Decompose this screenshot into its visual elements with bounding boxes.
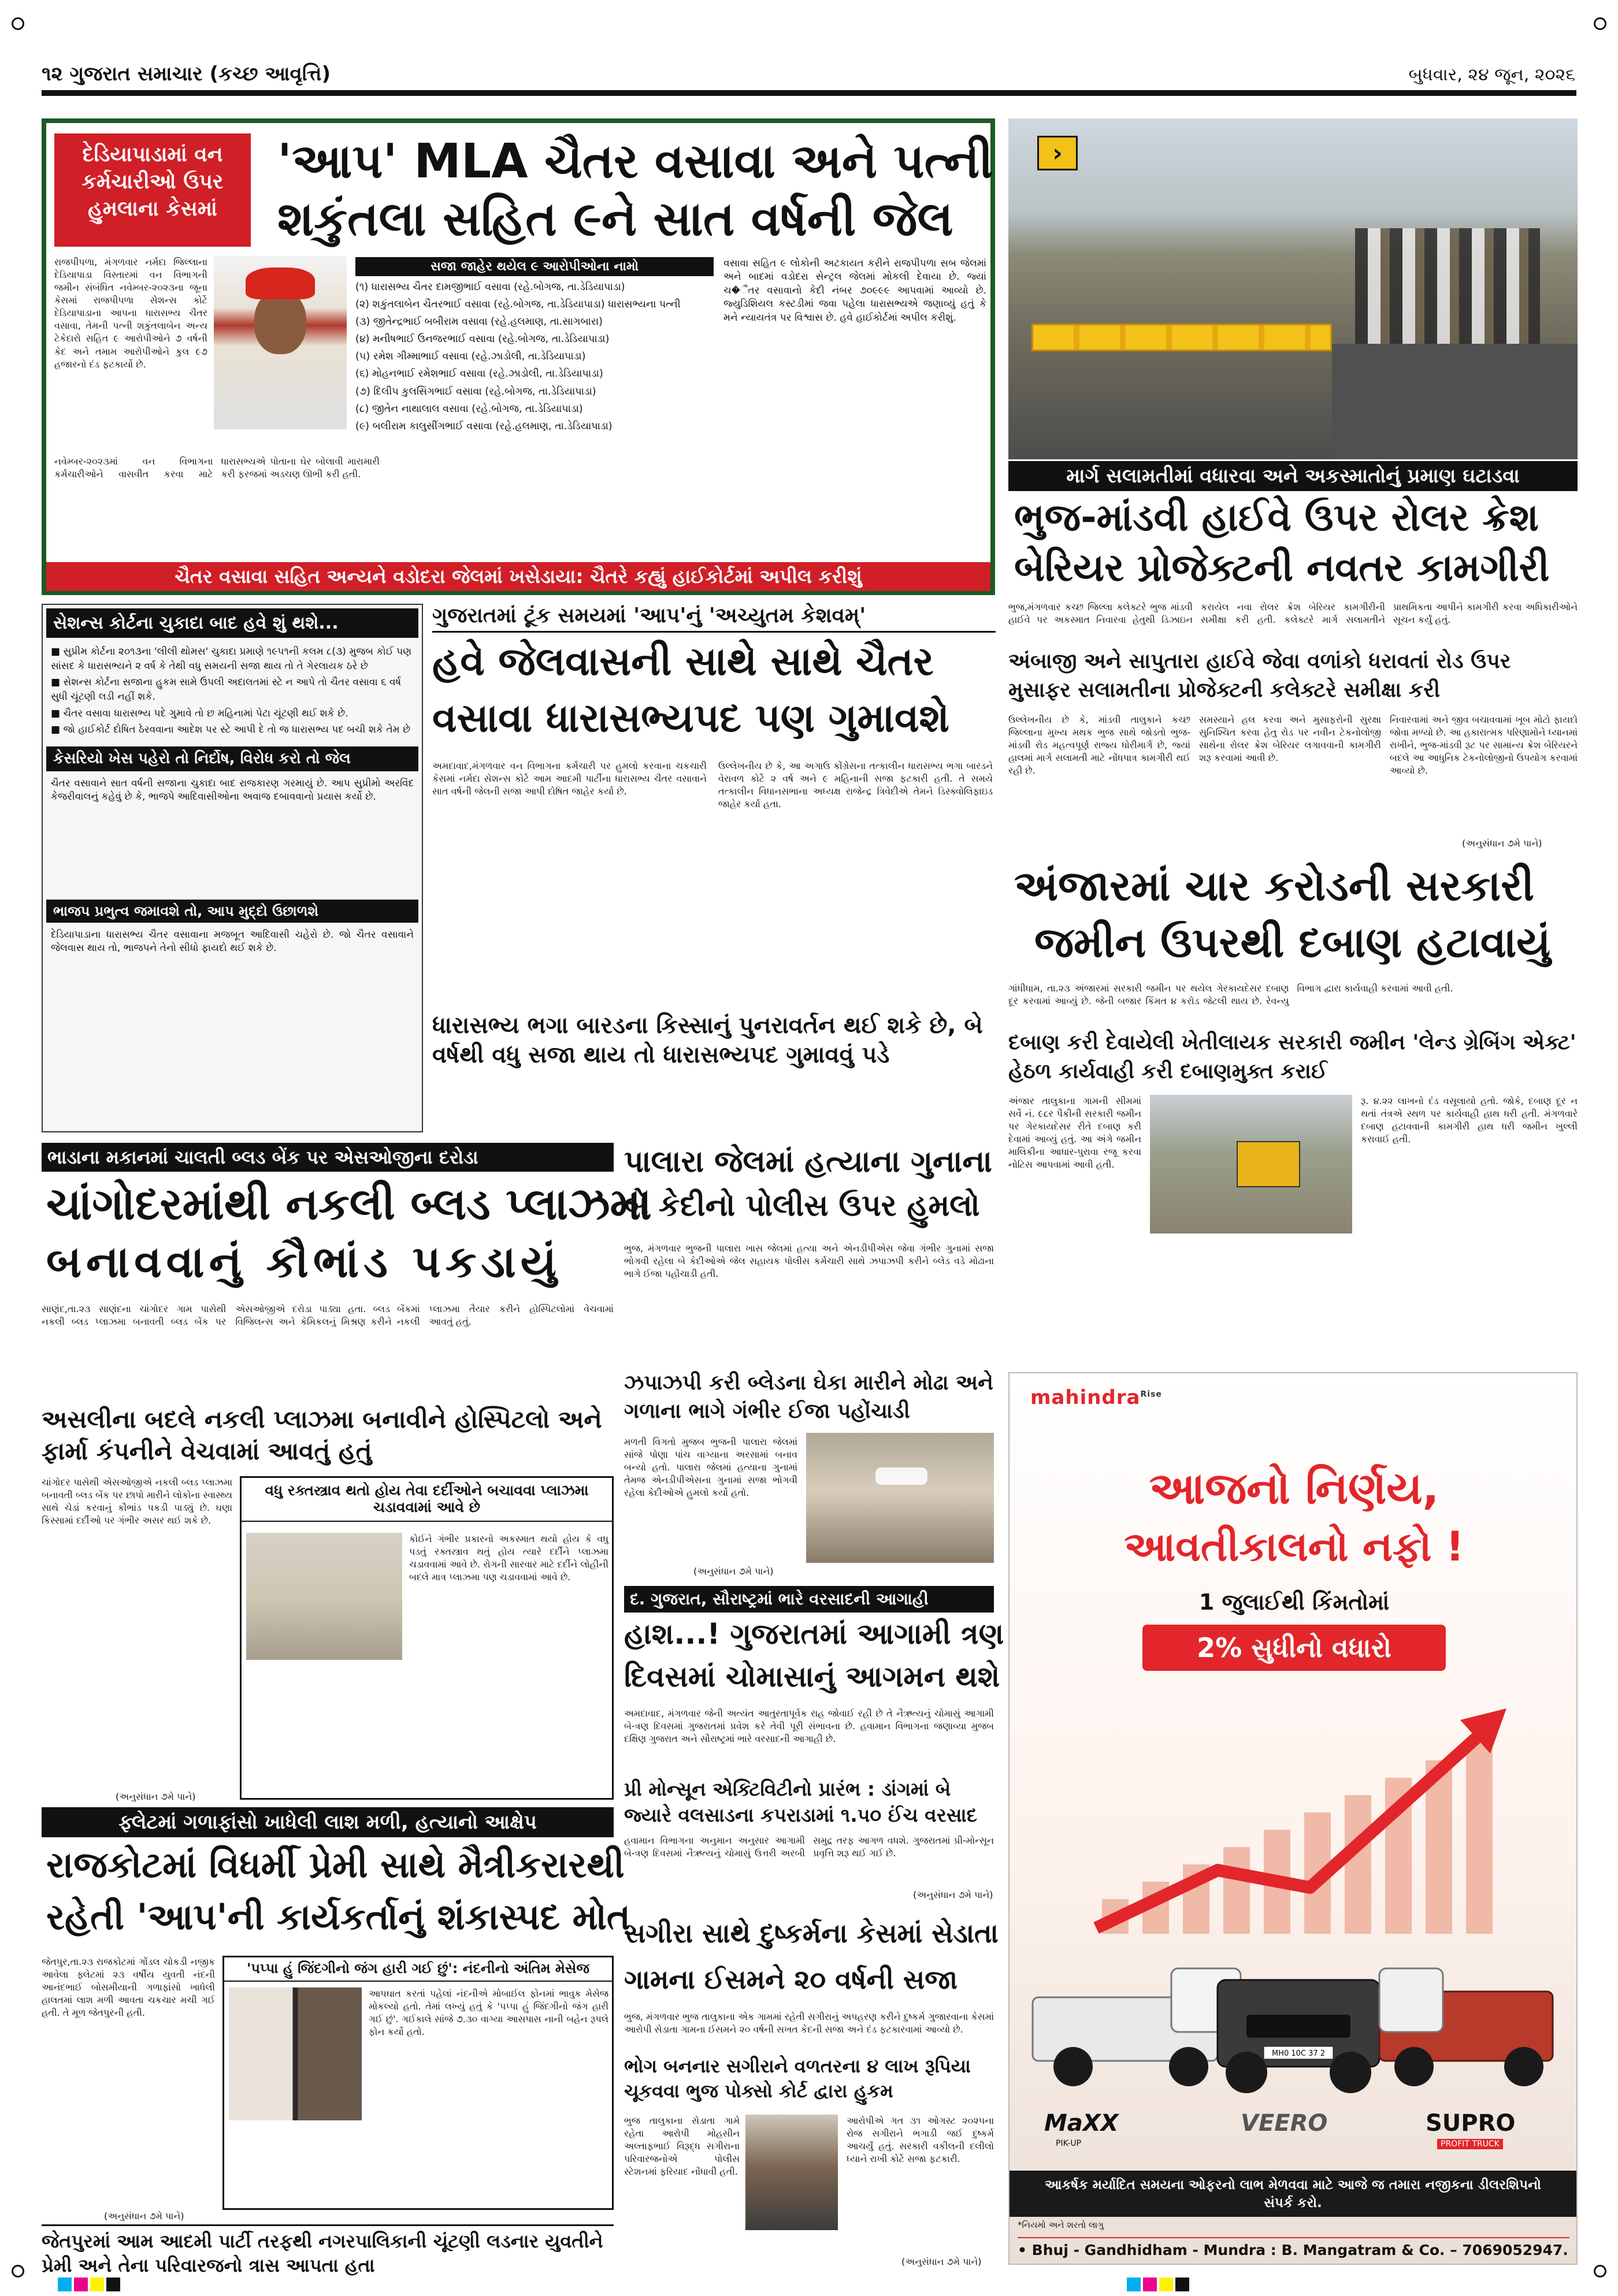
rape-headline-1: સગીરા સાથે દુષ્કર્મના કેસમાં સેડાતા (624, 1918, 999, 1949)
wheel (1504, 2047, 1543, 2086)
mahindra-ad (1008, 1372, 1578, 2265)
story-intro-2: નવેમ્બર-૨૦૨૩માં વન વિભાગના કર્મચારીઓને વાસવીત કરવા માટે ધારાસભ્યએ પોતાના ઘેર બોલાવી મારામારી કરી ફરજમાં અડચણ ઊભી કરી હતી. (54, 456, 380, 480)
jail-col-2: ઉલ્લેખનીય છે કે, આ અગાઉ કોંગ્રેસના તત્કાલીન ધારાસભ્ય ભગા બારડને વેરાવળ કોર્ટે ૨ વર્ષ અને ૯ મહિનાની સજા ફટકારી હતી. તે સમયે તત્કાલીન વિધાનસભાના અધ્યક્ષ રાજેન્દ્ર ત્રિવેદીએ તેમને ડિસ્ક્વોલિફાઇડ જાહેર કર્યા હતા. (718, 760, 993, 810)
aap-mla-story (42, 118, 995, 595)
price-badge-text: 2% સુધીનો વધારો (1197, 1632, 1391, 1663)
rape-col-2: આરોપીએ ગત ૩૧ ઓગસ્ટ ૨૦૨૫ના રોજ સગીરાને ભગાડી જઈ દુષ્કર્મ આચર્યું હતું. સરકારી વકીલની દલીલો ધ્યાને રાખી કોર્ટે સજા ફટકારી. (847, 2115, 994, 2165)
product-supro-sub: PROFIT TRUCK (1437, 2139, 1503, 2149)
cta-strip (1010, 2171, 1576, 2217)
rain-col: હવામાન વિભાગના અનુમાન અનુસાર આગામી બે-ત્રણ દિવસમાં નૈઋત્યનું ચોમાસું ઉત્તરી અરબી સમુદ્ર તરફ આગળ વધશે. ગુજરાતમાં પ્રી-મોન્સૂન પ્રવૃત્તિ શરૂ થઈ ગઈ છે. (624, 1835, 994, 1859)
page-info: ૧૨ ગુજરાત સમાચાર (કચ્છ આવૃત્તિ) (42, 62, 331, 86)
rajkot-headline-1: રાજકોટમાં વિધર્મી પ્રેમી સાથે મૈત્રીકરારથી (46, 1844, 625, 1886)
wheel (1394, 2047, 1434, 2086)
convict-item: (૯) બલીરામ કાલુસીંગભાઈ વસાવા (રહે.હલમાણ, તા.ડેડિયાપાડા) (355, 420, 613, 432)
bandage (875, 1467, 927, 1485)
bottom-strip: ચૈતર વસાવા સહિત અન્યને વડોદરા જેલમાં ખસેડાયા: ચૈતરે કહ્યું હાઈકોર્ટમાં અપીલ કરીશું (46, 562, 990, 591)
rain-subhead: પ્રી મોન્સૂન એક્ટિવિટીનો પ્રારંભ : ડાંગમાં બે જ્યારે વલસાડના કપરાડામાં ૧.૫૦ ઈંચ વરસાદ (624, 1778, 978, 1826)
crash-barrier (1031, 324, 1332, 351)
officials-group (1355, 228, 1540, 344)
header-rule (42, 90, 1576, 96)
sessions-sub2: ભાજપ પ્રભુત્વ જમાવશે તો, આપ મુદ્દો ઉછાળશે (46, 900, 418, 923)
price-badge (1142, 1625, 1446, 1671)
jail-col-1: અમદાવાદ,મંગળવાર વન વિભાગના કર્મચારી પર હુમલો કરવાના ચકચારી કેસમાં નર્મદા સેશન્સ કોર્ટે આમ આદમી પાર્ટીના ધારાસભ્ય ચૈતર વસાવાને સાત વર્ષની જેલની સજા આપી દોષિત જાહેર કર્યા છે. (432, 760, 707, 797)
blood-subhead: અસલીના બદલે નકલી પ્લાઝમા બનાવીને હોસ્પિટલો અને ફાર્મા કંપનીને વેચવામાં આવતું હતું (42, 1405, 602, 1465)
palara-subhead: ઝપાઝપી કરી બ્લેડના ઘેકા મારીને મોઢા અને ગળાના ભાગે ગંભીર ઈજા પહોંચાડી (624, 1371, 993, 1423)
growth-arrow-chart (1079, 1697, 1518, 1940)
mla-portrait-photo (214, 256, 347, 429)
accused-photo (745, 2115, 838, 2230)
rape-headline-2: ગામના ઈસમને ૨૦ વર્ષની સજા (624, 1964, 958, 1995)
blood-headline-2: બનાવવાનું કૌભાંડ પકડાયું (46, 1236, 562, 1287)
continued-note: (અનુસંધાન ૭મે પાને) (913, 1889, 993, 1900)
palara-col: મળતી વિગતો મુજબ ભુજની પાલારા જેલમાં સાંજે પોણા પાંચ વાગ્યાના અરસામાં બનાવ બન્યો હતો. પાલારા જેલમાં હત્યાના ગુનામાં તેમજ એનડીપીએસના ગુનામાં સજા ભોગવી રહેલા કેદીઓએ હુમલો કર્યો હતો. (624, 1436, 797, 1499)
product-maxx: MaXX (1044, 2110, 1119, 2137)
color-bar (58, 2278, 123, 2294)
continued-note: (અનુસંધાન ૭મે પાને) (1462, 838, 1542, 849)
sessions-point: ■ જો હાઈકોર્ટ દોષિત ઠેરવવાના આદેશ પર સ્ટે આપી દે તો જ ધારાસભ્ય પદ બચી શકે તેમ છે (51, 724, 411, 736)
nandni-inset-title: 'પપ્પા હું જિંદગીનો જંગ હારી ગઈ છું': નંદનીનો અંતિમ મેસેજ (224, 1957, 612, 1982)
convict-item: (૬) મોહનભાઈ રમેશભાઈ વસાવા (રહે.ઝાડોલી, તા.ડેડિયાપાડા) (355, 368, 603, 380)
anjar-text: ગાંધીધામ, તા.૨૩ અંજારમાં સરકારી જમીન પર થયેલ ગેરકાયદેસર દબાણ દૂર કરવામાં આવ્યું છે. જેની બજાર કિંમત ૪ કરોડ જેટલી થાય છે. રેવન્યુ વિભાગ દ્વારા કાર્યવાહી કરવામાં આવી હતી. (1008, 983, 1453, 1007)
wheel (1169, 2047, 1208, 2086)
rajkot-text: જેતપુર,તા.૨૩ રાજકોટમાં ગોંડલ ચોકડી નજીક આવેલા ફ્લેટમાં ૨૩ વર્ષીય યુવતી નંદની આનંદભાઈ બોસમીયાની ગળાફાંસો ખાધેલી હાલતમાં લાશ મળી આવતા ચકચાર મચી ગઈ હતી. તે મૂળ જેતપુરની હતી. (42, 1956, 215, 2019)
nandni-inset (222, 1956, 614, 2210)
product-veero: VEERO (1241, 2110, 1328, 2137)
rain-kicker: દ. ગુજરાત, સૌરાષ્ટ્રમાં ભારે વરસાદની આગાહી (624, 1586, 994, 1613)
roller-headline-2: બેરિયર પ્રોજેક્ટની નવતર કામગીરી (1014, 545, 1550, 590)
excavator (1237, 1141, 1300, 1187)
convict-item: (૩) જીતેન્દ્રભાઈ બબીરામ વસાવા (રહે.હલમાણ, તા.સાગબારા) (355, 316, 603, 328)
story-kicker: ગુજરાતમાં ટૂંક સમયમાં 'આપ'નું 'અચ્યુતમ કેશવમ્' (432, 604, 996, 633)
turn-sign: › (1037, 136, 1078, 170)
sessions-box (42, 604, 423, 1132)
convict-item: (૭) દિલીપ કુલસિંગભાઈ વસાવા (રહે.બોગજ, તા.ડેડિયાપાડા) (355, 385, 596, 397)
story-intro: રાજપીપળા, મંગળવાર નર્મદા જિલ્લાના દેડિયાપાડા વિસ્તારમાં વન વિભાગની જમીન સંબંધિત નવેમ્બર-૨૦૨૩ના જૂના કેસમાં રાજપીપળા સેશન્સ કોર્ટે દેડિયાપાડાના આપના ધારાસભ્ય ચૈતર વસાવા, તેમની પત્ની શકુંતલાબેન અન્ય ટેકેદારો સહિત ૯ આરોપીઓને ૭ વર્ષની કેદ અને તમામ આરોપીઓને કુલ ૯૭ હજારનો દંડ ફટકાર્યો છે. (54, 257, 207, 370)
story-kicker: દેડિયાપાડામાં વન કર્મચારીઓ ઉપર હુમલાના કેસમાં (54, 133, 251, 247)
color-bar (1127, 2278, 1192, 2294)
jail-subhead: ધારાસભ્ય ભગા બારડના કિસ્સાનું પુનરાવર્તન થઈ શકે છે, બે વર્ષથી વધુ સજા થાય તો ધારાસભ્યપદ ગુમાવવું પડે (432, 1012, 983, 1069)
dealer-strip: • Bhuj - Gandhidham - Mundra : B. Mangatram & Co. – 7069052947. (1018, 2237, 1569, 2258)
growth-bar (1223, 1847, 1250, 1934)
palara-text: ભુજ, મંગળવાર ભુજની પાલારા ખાસ જેલમાં હત્યા અને એનડીપીએસ જેવા ગંભીર ગુનામાં સજા ભોગવી રહેલા બે કેદીઓએ જેલ સહાયક પોલીસ કર્મચારી સાથે ઝપાઝપી કરીને બ્લેડ વડે મોઢાના ભાગે ઈજા પહોંચાડી હતી. (624, 1243, 994, 1280)
wheel (1053, 2047, 1093, 2086)
blood-headline-1: ચાંગોદરમાંથી નકલી બ્લડ પ્લાઝમા (46, 1178, 652, 1229)
mla-face (254, 291, 306, 354)
terms-note: *નિયમો અને શરતો લાગુ (1018, 2220, 1104, 2230)
ad-headline-2: આવતીકાલનો નફો ! (1124, 1523, 1464, 1570)
cta-text: આકર્ષક મર્યાદિત સમયના ઓફરનો લાભ મેળવવા માટે આજે જ તમારા નજીકના ડીલરશિપનો સંપર્ક કરો. (1045, 2178, 1541, 2211)
convict-item: (૮) જીતેન નાથાલાલ વસાવા (રહે.બોગજ, તા.ડેડિયાપાડા) (355, 403, 583, 415)
headline-line-1: 'આપ' MLA ચૈતર વસાવા અને પત્ની (277, 134, 993, 189)
rain-headline-1: હાશ...! ગુજરાતમાં આગામી ત્રણ (624, 1617, 1004, 1651)
convict-item: (૨) શકુંતલાબેન ચૈતરભાઈ વસાવા (રહે.બોગજ, તા.ડેડિયાપાડા) ધારાસભ્યના પત્ની (355, 299, 681, 311)
anjar-headline-1: અંજારમાં ચાર કરોડની સરકારી (1014, 861, 1534, 910)
brand-logo (1030, 1386, 1162, 1409)
story-col-right: વસાવા સહિત ૯ લોકોની અટકાયત કરીને રાજપીપળા સબ જેલમાં અને બાદમાં વડોદરા સેન્ટ્રલ જેલમાં મોકલી દેવાયા છે. જ્યાં ચ�ૈતર વસાવાનો કેદી નંબર ૭૦૯૯૯ આપવામાં આવ્યો છે. જ્યુડિશિયલ કસ્ટડીમાં જવા પહેલા ધારાસભ્યએ જણાવ્યું હતું કે મને ન્યાયતંત્ર પર વિશ્વાસ છે. હવે હાઈકોર્ટમાં અપીલ કરીશું. (723, 258, 986, 324)
convicts-title: સજા જાહેર થયેલ ૯ આરોપીઓના નામો (355, 257, 714, 276)
jail-story (432, 604, 996, 1132)
convict-item: (૧) ધારાસભ્ય ચૈતર દામજીભાઈ વસાવા (રહે.બોગજ, તા.ડેડિયાપાડા) (355, 281, 625, 293)
injured-man-photo (806, 1433, 994, 1563)
sessions-point: ■ સેશન્સ કોર્ટના સજાના હુકમ સામે ઉપલી અદાલતમાં સ્ટે ન આપે તો ચૈતર વસાવા ૬ વર્ષ સુધી ચૂંટણી લડી નહીં શકે. (51, 677, 402, 703)
roller-col-3: નિવારવામાં અને જીવ બચાવવામાં ખૂબ મોટો ફાયદો જોવા મળ્યો છે. આ હકારાત્મક પરિણામોને ધ્યાનમાં રાખીને, ભુજ-માંડવી રૂટ પર સામાન્ય ક્રેશ બેરિયરને બદલે આ આધુનિક ટેકનોલોજીનો ઉપયોગ કરવામાં આવ્યો છે. (1390, 714, 1578, 777)
growth-bar (1466, 1743, 1493, 1934)
plate-text: MH0 10C 37 2 (1271, 2049, 1326, 2058)
rape-col-1: ભુજ તાલુકાના સેડાતા ગામે રહેતા આરોપી મોહસીન અલ્તાફભાઈ વિરૂદ્ધ સગીરાના પરિવારજનોએ પોલીસ સ્ટેશનમાં ફરિયાદ નોંધાવી હતી. (624, 2115, 740, 2178)
roller-subhead: અંબાજી અને સાપુતારા હાઈવે જેવા વળાંકો ધરાવતાં રોડ ઉપર મુસાફર સલામતીના પ્રોજેક્ટની કલેક્ટરે સમીક્ષા કરી (1008, 649, 1511, 703)
roller-headline-1: ભુજ-માંડવી હાઈવે ઉપર રોલર ક્રેશ (1014, 495, 1539, 540)
brand-sup: Rise (1140, 1390, 1162, 1399)
plasma-inset-title: વધુ રક્તસ્ત્રાવ થતો હોય તેવા દર્દીઓને બચાવવા પ્લાઝમા ચડાવવામાં આવે છે (242, 1478, 612, 1522)
continued-note: (અનુસંધાન ૭મે પાને) (104, 2210, 184, 2221)
headline-line-2: વસાવા ધારાસભ્યપદ પણ ગુમાવશે (432, 696, 949, 741)
sessions-sub2-text: દેડિયાપાડાના ધારાસભ્ય ચૈતર વસાવાના મજબૂત આદિવાસી ચહેરો છે. જો ચૈતર વસાવાને જેલવાસ થાય તો, ભાજપને તેનો સીધો ફાયદો થઈ શકે છે. (51, 928, 414, 954)
continued-note: (અનુસંધાન ૭મે પાને) (116, 1791, 196, 1802)
wheel (1226, 2052, 1267, 2093)
anjar-headline-2: જમીન ઉપરથી દબાણ હટાવાયું (1034, 918, 1551, 967)
plasma-boxes-photo (246, 1533, 402, 1660)
ad-headline-1: આજનો નિર્ણય, (1149, 1462, 1439, 1514)
roller-col-2: સમસ્યાને હલ કરવા અને મુસાફરોની સુરક્ષા સુનિશ્ચિત કરવા હેતુ રોડ પર નવીન ટેકનોલોજી સાથેના રોલર ક્રેશ બેરિયર લગાવવાની કામગીરી શરૂ કરવામાં આવી છે. (1199, 714, 1381, 764)
sessions-title: સેશન્સ કોર્ટના ચુકાદા બાદ હવે શું થશે... (46, 608, 418, 638)
registration-mark (1594, 17, 1606, 30)
rajkot-footer-strip: જેતપુરમાં આમ આદમી પાર્ટી તરફથી નગરપાલિકાની ચૂંટણી લડનાર યુવતીને પ્રેમી અને તેના પરિવારજનો ત્રાસ આપતા હતા (42, 2224, 614, 2278)
red-turban (246, 268, 315, 299)
blood-text: સાણંદ,તા.૨૩ સાણંદના ચાંગોદર ગામ પાસેથી નકલી બ્લડ પ્લાઝમા બનાવતી બ્લડ બેંક પર એસઓજીએ દરોડા પાડ્યા હતા. બ્લડ બેંકમાં વિજિલન્સ અને કેમિકલનું મિશ્રણ કરીને નકલી પ્લાઝમા તૈયાર કરીને હોસ્પિટલોમાં વેચવામાં આવતું હતું. (42, 1303, 614, 1328)
growth-bar (1345, 1795, 1371, 1934)
photo-kicker: માર્ગ સલામતીમાં વધારવા અને અકસ્માતોનું પ્રમાણ ઘટાડવા (1008, 461, 1578, 491)
product-supro: SUPRO (1426, 2110, 1516, 2137)
rain-text: અમદાવાદ, મંગળવાર જેની અત્યંત આતુરતાપૂર્વક રાહ જોવાઈ રહી છે તે નૈઋત્યનું ચોમાસું આગામી બે-ત્રણ દિવસમાં ગુજરાતમાં પ્રવેશ કરે તેવી પૂરી સંભાવના છે. હવામાન વિભાગના જણાવ્યા મુજબ દક્ષિણ ગુજરાત અને સૌરાષ્ટ્રમાં ભારે વરસાદની આગાહી છે. (624, 1708, 994, 1745)
palara-headline-2: બે કેદીનો પોલીસ ઉપર હુમલો (624, 1188, 980, 1223)
rajkot-headline-2: રહેતી 'આપ'ની કાર્યકર્તાનું શંકાસ્પદ મોત (46, 1896, 631, 1938)
blood-kicker: ભાડાના મકાનમાં ચાલતી બ્લડ બેંક પર એસઓજીના દરોડા (42, 1143, 614, 1172)
road (1332, 344, 1578, 459)
brand-name: mahindra (1030, 1386, 1141, 1409)
plasma-inset (240, 1476, 614, 1800)
anjar-col-2: રૂ. ૪.૨૨ લાખનો દંડ વસૂલાયો હતો. જોકે, દબાણ દૂર ન થતાં તંત્રએ સ્થળ પર કાર્યવાહી હાથ ધરી હતી. મંગળવારે દબાણ હટાવવાની કામગીરી હાથ ધરી જમીન ખુલ્લી કરાવાઈ હતી. (1361, 1095, 1578, 1145)
edition-date: બુધવાર, ૨૪ જૂન, ૨૦૨૬ (1408, 65, 1575, 85)
product-names (1044, 2110, 1544, 2156)
headline-line-2: શકુંતલા સહિત ૯ને સાત વર્ષની જેલ (277, 192, 953, 247)
convict-item: (૫) રમેશ ગીમ્માભાઈ વસાવા (રહે.ઝાડોલી, તા.ડેડિયાપાડા) (355, 351, 586, 363)
continued-note: (અનુસંધાન ૭મે પાને) (901, 2256, 982, 2267)
product-maxx-sub: PIK-UP (1056, 2139, 1082, 2148)
palara-headline-1: પાલારા જેલમાં હત્યાના ગુનાના (624, 1145, 992, 1179)
wheel (1330, 2052, 1371, 2093)
ad-sub: 1 જુલાઈથી કિંમતોમાં (1198, 1589, 1390, 1615)
bulldozer-photo (1150, 1095, 1352, 1234)
couple-photo (229, 1987, 362, 2120)
headline-line-1: હવે જેલવાસની સાથે સાથે ચૈતર (432, 639, 934, 685)
registration-mark (12, 17, 24, 30)
convict-item: (૪) મનીષભાઈ ઉનજરભાઈ વસાવા (રહે.બોગજ, તા.ડેડિયાપાડા) (355, 333, 610, 345)
roller-col-1: ઉલ્લેખનીય છે કે, માંડવી તાલુકાને કચ્છ જિલ્લાના મુખ્ય મથક ભુજ સાથે જોડતો ભુજ-માંડવી રોડ મહત્વપૂર્ણ રાજ્ય ધોરીમાર્ગ છે, જ્યાં હાલમાં માર્ગ સલામતી માટે નોંધપાત્ર કામગીરી થઈ રહી છે. (1008, 714, 1190, 777)
nandni-inset-text: આપઘાત કરતાં પહેલાં નંદનીએ મોબાઈલ ફોનમાં ભાવુક મેસેજ મોકલ્યો હતો. તેમાં લખ્યું હતું કે 'પપ્પા હું જિંદગીનો જંગ હારી ગઈ છું'. ગઈકાલે સાંજે ૭.૩૦ વાગ્યા આસપાસ નાની બહેન રૂપલે ફોન કર્યો હતો. (369, 1988, 608, 2038)
sessions-point: ■ ચૈતર વસાવા ધારાસભ્ય પદે ગુમાવે તો છ મહિનામાં પેટા ચૂંટણી થઈ શકે છે. (51, 707, 348, 719)
highway-photo (1008, 118, 1578, 459)
anjar-subhead: દબાણ કરી દેવાયેલી ખેતીલાયક સરકારી જમીન 'લેન્ડ ગ્રેબિંગ એક્ટ' હેઠળ કાર્યવાહી કરી દબાણમુક્ત કરાઈ (1008, 1031, 1576, 1084)
rape-text: ભુજ, મંગળવાર ભુજ તાલુકાના એક ગામમાં રહેતી સગીરાનું અપહરણ કરીને દુષ્કર્મ ગુજારવાના કેસમાં આરોપી સેડાતા ગામના ઈસમને ૨૦ વર્ષની સખત કેદની સજા અને દંડ ફટકારવામાં આવ્યો છે. (624, 2011, 994, 2035)
rape-subhead: ભોગ બનનાર સગીરાને વળતરના ૪ લાખ રૂપિયા ચૂકવવા ભુજ પોક્સો કોર્ટ દ્વારા હુકમ (624, 2055, 971, 2102)
sessions-points (43, 641, 422, 743)
sessions-sub1: કેસરિયો ખેસ પહેરો તો નિર્દોષ, વિરોધ કરો તો જેલ (46, 746, 418, 771)
plasma-inset-text: કોઈને ગંભીર પ્રકારનો અકસ્માત થયો હોય કે વધુ પડતું રક્તસ્ત્રાવ થતું હોય ત્યારે દર્દીને પ્લાઝમા ચડાવવામાં આવે છે. રોગની સારવાર માટે દર્દીને લોહીની બદલે માત્ર પ્લાઝમા પણ ચડાવવામાં આવે છે. (409, 1533, 608, 1583)
rajkot-kicker: ફ્લેટમાં ગળાફાંસો ખાધેલી લાશ મળી, હત્યાનો આક્ષેપ (42, 1807, 614, 1837)
pickup-right-cab (1379, 1968, 1443, 2032)
registration-mark (12, 2265, 24, 2278)
anjar-col-1: અંજાર તાલુકાના ગામની સીમમાં સર્વે નં. ૯૮ર પૈકીની સરકારી જમીન પર ગેરકાયદેસર રીતે દબાણ કરી દેવામાં આવ્યું હતું. આ અંગે જમીન માલિકીના આધાર-પુરાવા રજૂ કરવા નોટિસ આપવામાં આવી હતી. (1008, 1095, 1141, 1171)
registration-mark (1594, 2265, 1606, 2278)
sessions-sub1-text: ચૈતર વસાવાને સાત વર્ષની સજાના ચુકાદા બાદ રાજકારણ ગરમાયું છે. આપ સુપ્રીમો અરવિંદ કેજરીવાલનું કહેવું છે કે, ભાજપે આદિવાસીઓના અવાજ દબાવવાનો પ્રયાસ કર્યો છે. (51, 777, 414, 803)
blood-col-left: ચાંગોદર પાસેથી એસઓજીએ નકલી બ્લડ પ્લાઝમા બનાવતી બ્લડ બેંક પર છાપો મારીને લોકોના સ્વાસ્થ્ય સાથે ચેડાં કરવાનું કૌભાંડ પકડી પાડ્યું છે. ઘણા કિસ્સામાં દર્દીઓ પર ગંભીર અસર થઈ શકે છે. (42, 1477, 232, 1526)
vehicles-illustration (1027, 1928, 1561, 2101)
center-truck-grille (1246, 2015, 1350, 2038)
continued-note: (અનુસંધાન ૭મે પાને) (693, 1566, 774, 1577)
convicts-list (355, 276, 714, 435)
rain-headline-2: દિવસમાં ચોમાસાનું આગમન થશે (624, 1660, 1000, 1693)
roller-text: ભુજ,મંગળવાર કચ્છ જિલ્લા કલેક્ટરે ભુજ માંડવી હાઈવે પર અકસ્માત નિવારવા હેતુથી ડિઝાઇન કરાયેલ નવા રોલર ક્રેશ બેરિયર કામગીરીની સમીક્ષા કરી હતી. કલેક્ટરે માર્ગ સલામતીને પ્રાથમિકતા આપીને કામગીરી કરવા અધિકારીઓને સૂચન કર્યું હતું. (1008, 601, 1578, 626)
sessions-point: ■ સુપ્રીમ કોર્ટના ૨૦૧૩ના 'લીલી થોમસ' ચુકાદા પ્રમાણે ૧૯૫૧ની કલમ ૮(૩) મુજબ કોઈ પણ સાંસદ કે ધારાસભ્યને ૨ વર્ષ કે તેથી વધુ સમયની સજા થાય તો તે ગેરલાયક ઠરે છે (51, 646, 412, 672)
